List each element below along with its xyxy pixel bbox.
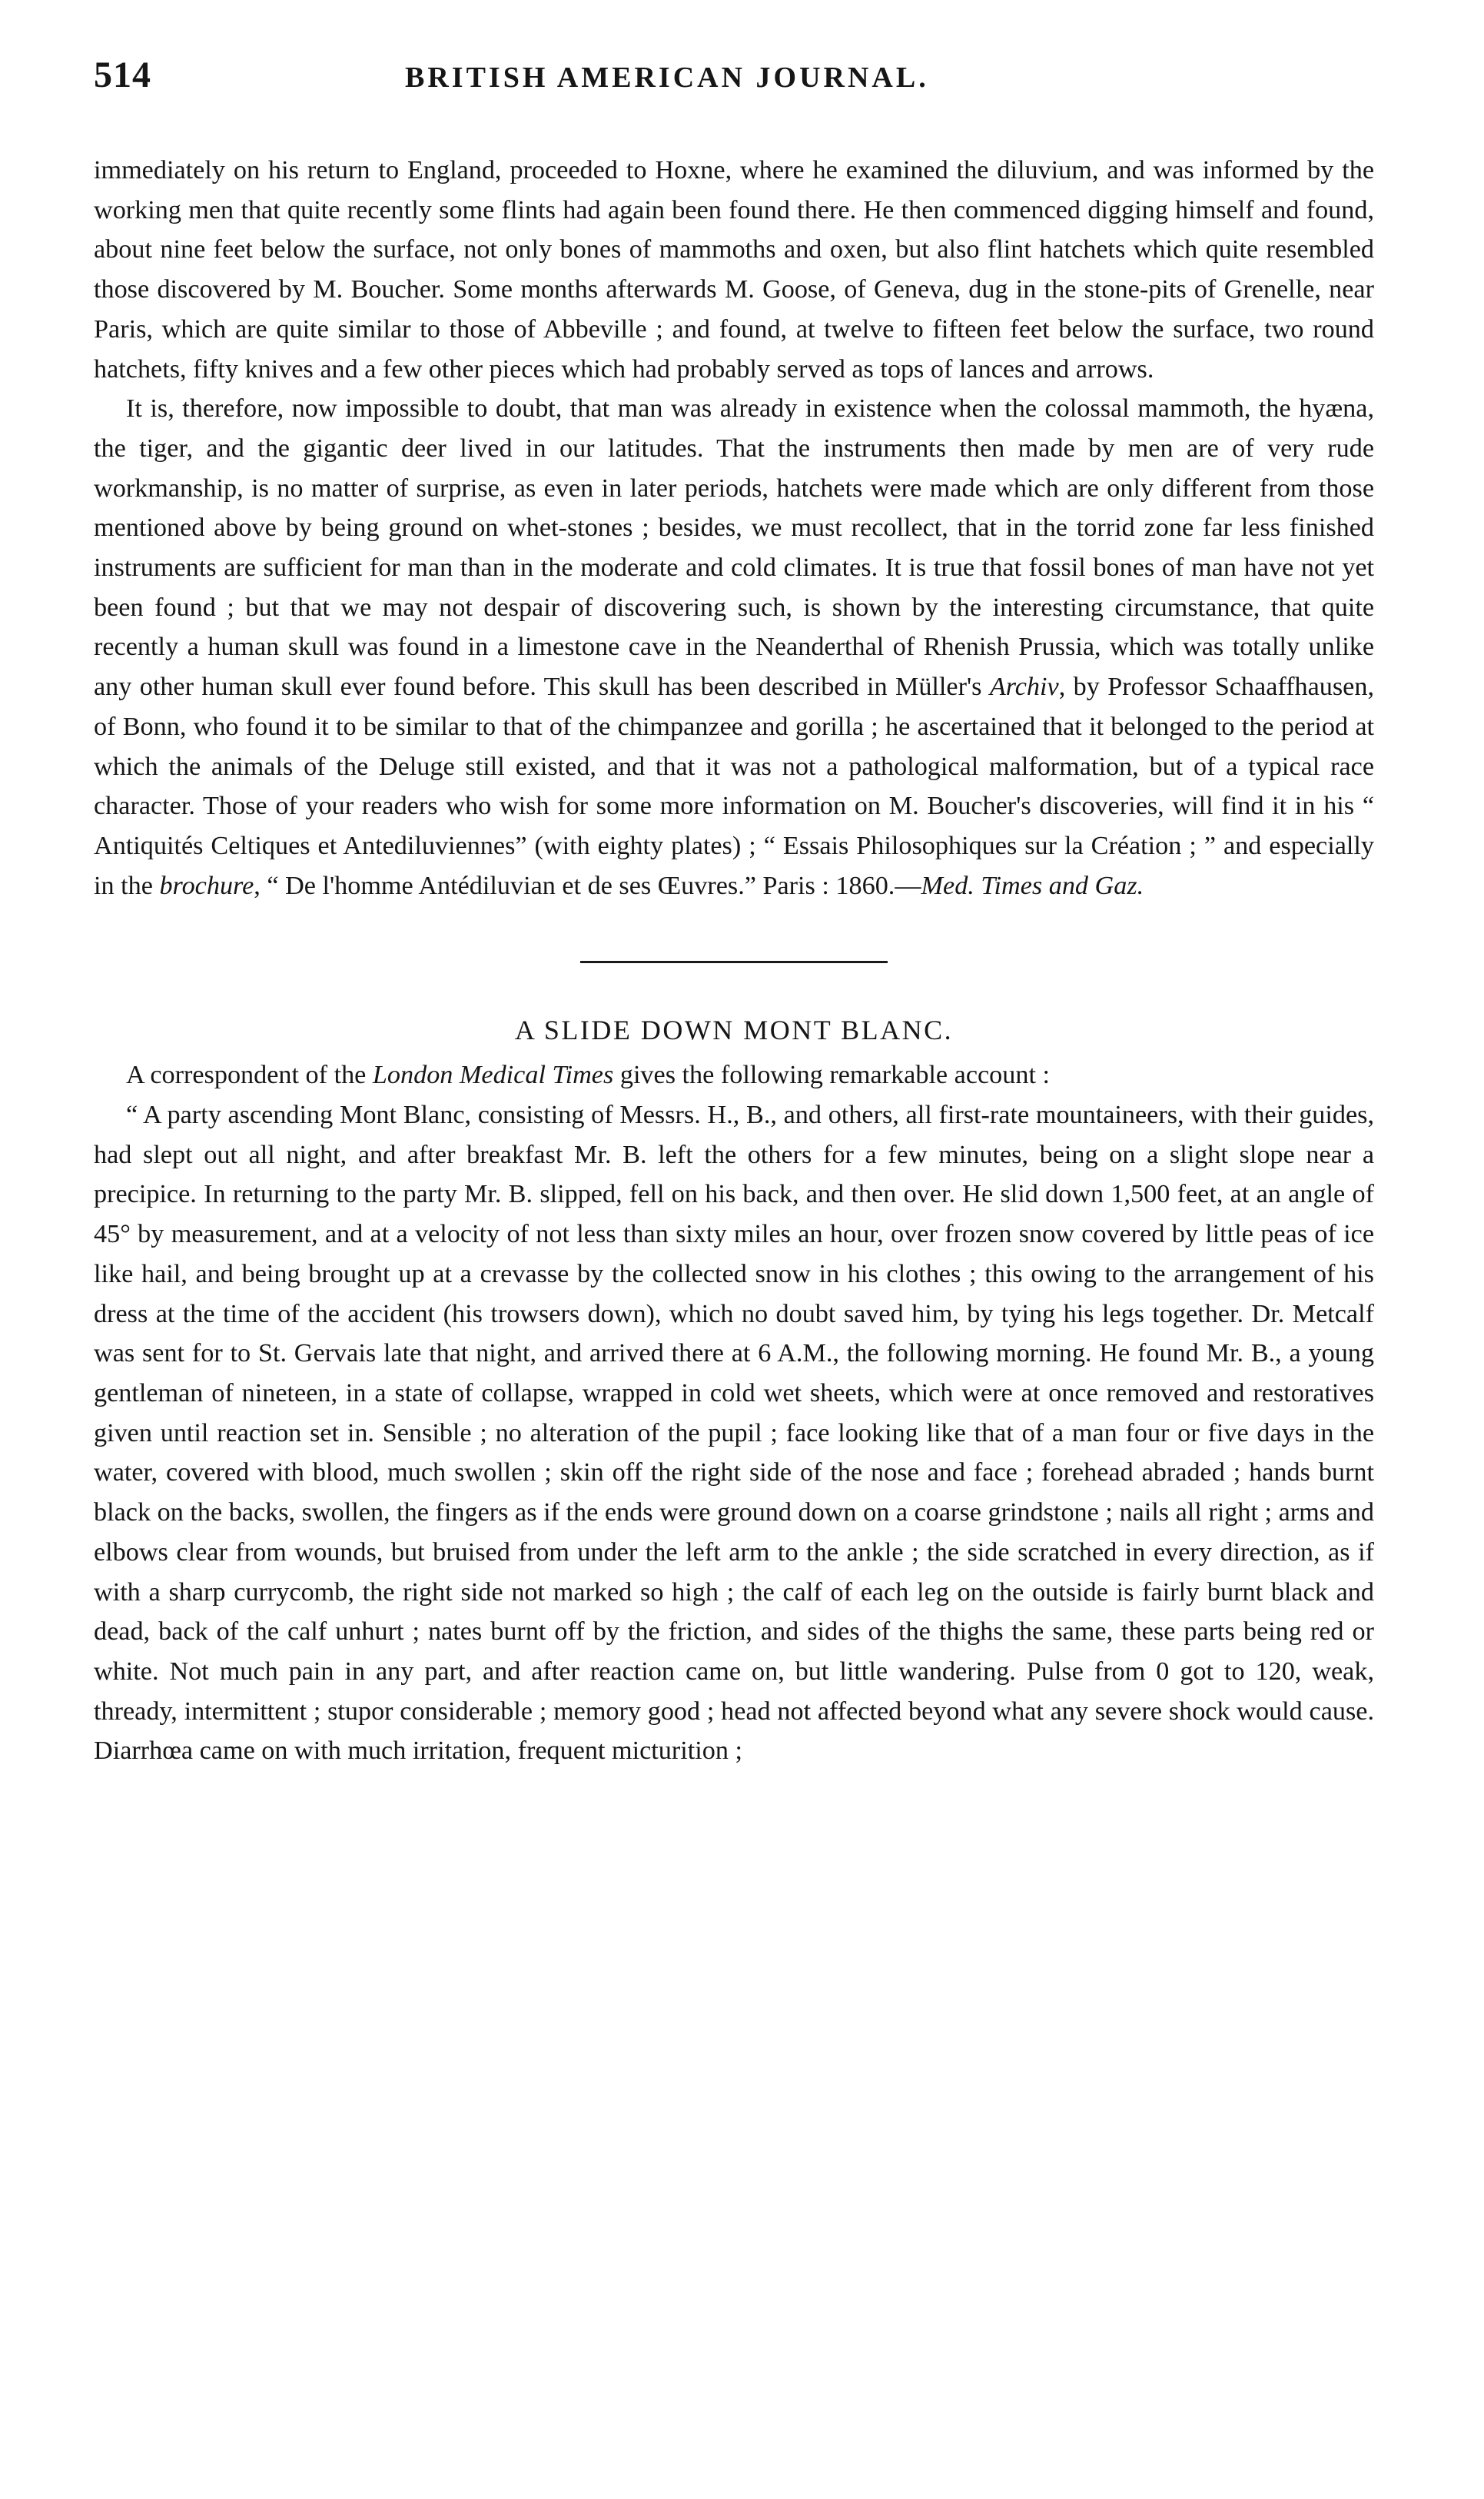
article-continued [94, 151, 1374, 906]
paragraph [94, 1055, 1374, 1095]
journal-title: London Medical Times [372, 1061, 614, 1090]
paragraph-text: It is, therefore, now impossible to doubt, that man was already in existence when the colossal mammoth, the hyæna, the tiger, and the gigantic deer lived in our latitudes. That the instruments then made by men are of very rude workmanship, is no matter of surprise, as even in later periods, hatchets were made which are only different from those mentioned above by being ground on whet-stones ; besides, we must recollect, that in the torrid zone far less finished instruments are sufficient for man than in the moderate and cold climates. It is true that fossil bones of man have not yet been found ; but that we may not despair of discovering such, is shown by the interesting circumstance, that quite recently a human skull was found in a limestone cave in the Neanderthal of Rhenish Prussia, which was totally unlike any other human skull ever found before. This skull has been described in Müller's [94, 394, 1374, 702]
article-body [94, 1055, 1374, 1771]
paragraph-text: , “ De l'homme Antédiluvian et de ses Œuvres.” Paris : 1860.— [254, 871, 921, 900]
article-title: A SLIDE DOWN MONT BLANC. [514, 1015, 954, 1046]
article-source: Med. Times and Gaz. [921, 871, 1144, 900]
page-header [94, 54, 1374, 108]
brochure-word: brochure [159, 871, 254, 900]
page-number: 514 [94, 55, 151, 95]
paragraph-text: gives the following remarkable account : [613, 1061, 1050, 1090]
paragraph-text: , by Professor Schaaffhausen, of Bonn, who found it to be similar to that of the chimpanzee and gorilla ; he ascertained that it belonged to the period at which the animals of the Deluge still existed, and that it was not a pathological malformation, but of a typical race character. Those of your readers who wish for some more information on M. Boucher's discoveries, will find it in his “ Antiquités Celtiques et Antediluviennes” (with eighty plates) ; “ Essais Philosophiques sur la Création ; ” and especially in the [94, 673, 1374, 900]
section-divider [580, 961, 888, 963]
paragraph [94, 389, 1374, 906]
paragraph: immediately on his return to England, proceeded to Hoxne, where he examined the diluvium, and was informed by the working men that quite recently some flints had again been found there. He then commenced digging himself and found, about nine feet below the surface, not only bones of mammoths and oxen, but also flint hatchets which quite resembled those discovered by M. Boucher. Some months afterwards M. Goose, of Geneva, dug in the stone-pits of Grenelle, near Paris, which are quite similar to those of Abbeville ; and found, at twelve to fifteen feet below the surface, two round hatchets, fifty knives and a few other pieces which had probably served as tops of lances and arrows. [94, 156, 1374, 384]
running-head: BRITISH AMERICAN JOURNAL. [405, 61, 929, 94]
journal-page [94, 54, 1374, 1771]
journal-title: Archiv [989, 673, 1059, 702]
paragraph-text: A correspondent of the [126, 1061, 373, 1090]
paragraph: “ A party ascending Mont Blanc, consisting of Messrs. H., B., and others, all first-rate mountaineers, with their guides, had slept out all night, and after breakfast Mr. B. left the others for a few minutes, being on a slight slope near a precipice. In returning to the party Mr. B. slipped, fell on his back, and then over. He slid down 1,500 feet, at an angle of 45° by measurement, and at a velocity of not less than sixty miles an hour, over frozen snow covered by little peas of ice like hail, and being brought up at a crevasse by the collected snow in his clothes ; this owing to the arrangement of his dress at the time of the accident (his trowsers down), which no doubt saved him, by tying his legs together. Dr. Metcalf was sent for to St. Gervais late that night, and arrived there at 6 A.M., the following morning. He found Mr. B., a young gentleman of nineteen, in a state of collapse, wrapped in cold wet sheets, which were at once removed and restoratives given until reaction set in. Sensible ; no alteration of the pupil ; face looking like that of a man four or five days in the water, covered with blood, much swollen ; skin off the right side of the nose and face ; forehead abraded ; hands burnt black on the backs, swollen, the fingers as if the ends were ground down on a coarse grindstone ; nails all right ; arms and elbows clear from wounds, but bruised from under the left arm to the ankle ; the side scratched in every direction, as if with a sharp currycomb, the right side not marked so high ; the calf of each leg on the outside is fairly burnt black and dead, back of the calf unhurt ; nates burnt off by the friction, and sides of the thighs the same, these parts being red or white. Not much pain in any part, and after reaction came on, but little wandering. Pulse from 0 got to 120, weak, thready, intermittent ; stupor considerable ; memory good ; head not affected beyond what any severe shock would cause. Diarrhœa came on with much irritation, frequent micturition ; [94, 1101, 1374, 1766]
